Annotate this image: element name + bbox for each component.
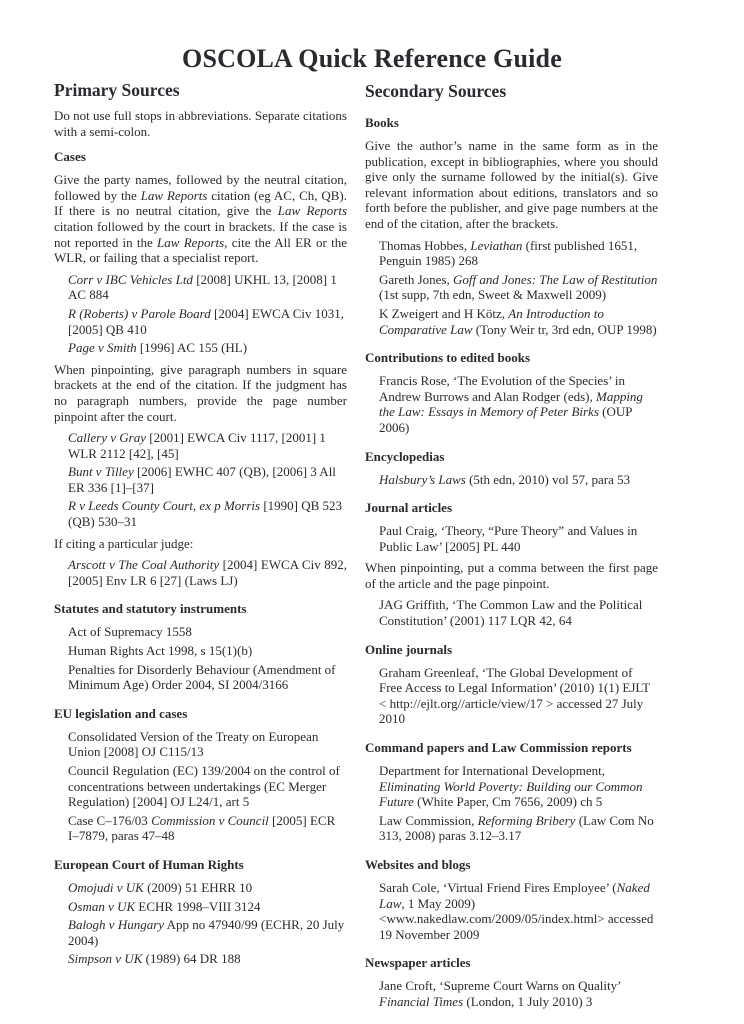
text-run: [2004] EWCA Civ 1031, [2005] QB 410	[68, 305, 344, 337]
citation-examples	[379, 665, 658, 727]
citation-examples	[379, 373, 658, 435]
primary-intro: Do not use full stops in abbreviations. Separate citations with a semi-colon.	[54, 108, 347, 139]
guidance-paragraph	[365, 560, 658, 591]
text-run: (Tony Weir tr, 3rd edn, OUP 1998)	[472, 321, 657, 337]
text-run: (1989) 64 DR 188	[142, 951, 241, 967]
section-heading: Command papers and Law Commission reports	[365, 740, 632, 756]
primary-sources-column	[54, 80, 347, 973]
citation-example	[68, 917, 347, 948]
citation-example	[379, 272, 658, 303]
section-heading: Newspaper articles	[365, 955, 471, 971]
text-run: Department for International Development,	[379, 763, 605, 779]
text-run: App no 47940/99 (ECHR, 20 July 2004)	[68, 917, 345, 948]
citation-example	[379, 665, 658, 727]
secondary-sections	[365, 115, 658, 1010]
citation-example	[68, 430, 347, 461]
text-run: Act of Supremacy 1558	[68, 624, 192, 640]
guidance-paragraph	[54, 362, 347, 424]
section-heading: Journal articles	[365, 500, 453, 516]
italic-title: Law Reports	[140, 187, 208, 203]
citation-examples	[68, 430, 347, 530]
text-run: Council Regulation (EC) 139/2004 on the control of concentrations between undertakings (EC Merger Regulation) [2004] OJ L24/1, art 5	[68, 763, 340, 810]
text-run: , 1 May 2009) <www.nakedlaw.com/2009/05/index.html> accessed 19 November 2009	[379, 895, 654, 942]
italic-title: Reforming Bribery	[477, 812, 576, 828]
text-run: [2004] EWCA Civ 892, [2005] Env LR 6 [27] (Laws LJ)	[68, 557, 347, 588]
page-title: OSCOLA Quick Reference Guide	[182, 44, 562, 73]
text-run: Francis Rose, ‘The Evolution of the Species’ in Andrew Burrows and Alan Rodger (eds),	[379, 373, 625, 404]
citation-examples	[379, 238, 658, 338]
text-run: JAG Griffith, ‘The Common Law and the Political Constitution’ (2001) 117 LQR 42, 64	[379, 597, 643, 629]
text-run: [1996] AC 155 (HL)	[136, 340, 248, 356]
text-run: Gareth Jones,	[379, 271, 454, 287]
section-heading: EU legislation and cases	[54, 705, 188, 721]
citation-example	[68, 880, 347, 896]
text-run: citation (eg AC, Ch, QB). If there is no neutral citation, give the	[54, 187, 347, 219]
citation-example	[379, 472, 658, 488]
secondary-sources-column	[365, 81, 658, 1016]
italic-title: An Introduction to Comparative Law	[379, 305, 604, 337]
italic-title: Bunt v Tilley	[68, 464, 134, 480]
text-run: [2005] ECR I–7879, paras 47–48	[68, 812, 336, 844]
citation-examples	[379, 472, 658, 488]
citation-example	[68, 498, 347, 529]
italic-title: R (Roberts) v Parole Board	[68, 305, 211, 321]
citation-example	[379, 813, 658, 844]
italic-title: Callery v Gray	[68, 430, 146, 446]
citation-example	[379, 880, 658, 942]
citation-example	[379, 978, 658, 1009]
text-run: Sarah Cole, ‘Virtual Friend Fires Employee’ (	[379, 880, 617, 895]
citation-example	[379, 763, 658, 810]
italic-title: Eliminating World Poverty: Building our Common Future	[379, 778, 643, 810]
text-run: (5th edn, 2010) vol 57, para 53	[465, 471, 631, 487]
section-statutes-and-statutory-instruments	[54, 601, 347, 692]
section-european-court-of-human-rights	[54, 857, 347, 967]
italic-title: Financial Times	[379, 993, 464, 1009]
citation-example	[379, 373, 658, 435]
citation-example	[68, 272, 347, 303]
italic-title: Osman v UK	[68, 898, 136, 914]
text-run: [2006] EWHC 407 (QB), [2006] 3 All ER 336 [1]–[37]	[68, 464, 336, 495]
italic-title: Page v Smith	[68, 340, 137, 356]
italic-title: Corr v IBC Vehicles Ltd	[68, 271, 193, 287]
citation-example	[68, 306, 347, 337]
section-heading: Encyclopedias	[365, 448, 445, 464]
text-run: citation followed by the court in brackets. If the case is not reported in the	[54, 218, 347, 250]
citation-example	[68, 813, 347, 844]
section-heading: Cases	[54, 149, 86, 165]
text-run: Give the author’s name in the same form as in the publication, except in bibliographies, where you should give only the surname followed by the initial(s). Give relevant information about editions, translators and so forth before the publisher, and give page numbers at the end of the citation, after the brackets.	[365, 138, 658, 231]
section-cases	[54, 149, 347, 588]
text-run: (2009) 51 EHRR 10	[143, 879, 253, 895]
citation-examples	[68, 557, 347, 588]
citation-example	[68, 557, 347, 588]
text-run: Case C–176/03	[68, 812, 152, 828]
section-heading: Books	[365, 115, 399, 130]
italic-title: Simpson v UK	[68, 951, 143, 967]
section-newspaper-articles	[365, 955, 658, 1009]
citation-examples	[379, 880, 658, 942]
text-run: K Zweigert and H Kötz,	[379, 305, 509, 321]
section-heading: Websites and blogs	[365, 857, 471, 872]
section-command-papers-and-law-commission-reports	[365, 740, 658, 844]
section-websites-and-blogs	[365, 857, 658, 942]
citation-examples	[68, 624, 347, 692]
citation-example	[68, 729, 347, 760]
text-run: ECHR 1998–VIII 3124	[135, 898, 261, 914]
text-run: Thomas Hobbes,	[379, 237, 471, 253]
italic-title: Naked Law	[379, 880, 650, 911]
section-eu-legislation-and-cases	[54, 706, 347, 844]
section-heading: Statutes and statutory instruments	[54, 601, 247, 617]
text-run: [2008] UKHL 13, [2008] 1 AC 884	[68, 271, 337, 303]
guidance-paragraph	[365, 138, 658, 232]
text-run: [1990] QB 523 (QB) 530–31	[68, 498, 343, 530]
italic-title: Omojudi v UK	[68, 879, 144, 895]
italic-title: Mapping the Law: Essays in Memory of Peter Birks	[379, 388, 643, 420]
text-run: Jane Croft, ‘Supreme Court Warns on Quality’	[379, 978, 621, 994]
italic-title: Commission v Council	[151, 812, 269, 828]
guidance-paragraph	[54, 172, 347, 266]
citation-example	[379, 306, 658, 337]
text-run: Graham Greenleaf, ‘The Global Development of Free Access to Legal Information’ (2010) 1(1) EJLT < http://ejlt.org//article/view/17 > accessed 27 July 2010	[379, 664, 650, 727]
italic-title: Balogh v Hungary	[68, 917, 165, 933]
citation-examples	[68, 880, 347, 967]
text-run: Paul Craig, ‘Theory, “Pure Theory” and Values in Public Law’ [2005] PL 440	[379, 523, 638, 554]
citation-examples	[379, 523, 658, 554]
italic-title: Law Reports	[157, 234, 225, 250]
citation-examples	[68, 272, 347, 356]
section-journal-articles	[365, 500, 658, 629]
text-run: Give the party names, followed by the neutral citation, followed by the	[54, 172, 347, 203]
citation-example	[68, 951, 347, 967]
italic-title: Goff and Jones: The Law of Restitution	[453, 271, 658, 287]
citation-examples	[379, 763, 658, 844]
section-encyclopedias	[365, 449, 658, 488]
section-contributions-to-edited-books	[365, 350, 658, 435]
secondary-sources-heading: Secondary Sources	[365, 81, 507, 101]
citation-example	[379, 238, 658, 269]
italic-title: Leviathan	[470, 237, 523, 253]
primary-sources-heading: Primary Sources	[54, 80, 180, 100]
text-run: (London, 1 July 2010) 3	[463, 993, 593, 1009]
text-run: If citing a particular judge:	[54, 535, 194, 551]
italic-title: Halsbury’s Laws	[379, 471, 466, 487]
text-run: When pinpointing, give paragraph numbers in square brackets at the end of the citation. If the judgment has no paragraph numbers, provide the page number pinpoint after the court.	[54, 361, 347, 424]
section-heading: Online journals	[365, 641, 453, 657]
italic-title: R v Leeds County Court, ex p Morris	[68, 498, 261, 514]
citation-examples	[68, 729, 347, 844]
citation-example	[68, 763, 347, 810]
text-run: (Law Com No 313, 2008) paras 3.12–3.17	[379, 812, 654, 844]
text-run: Consolidated Version of the Treaty on European Union [2008] OJ C115/13	[68, 728, 319, 760]
section-online-journals	[365, 642, 658, 727]
citation-example	[68, 643, 347, 659]
citation-example	[379, 523, 658, 554]
italic-title: Arscott v The Coal Authority	[68, 557, 220, 573]
citation-example	[379, 597, 658, 628]
text-run: , cite the All ER or the WLR, or failing that a specialist report.	[54, 234, 347, 266]
citation-example	[68, 899, 347, 915]
italic-title: Law Reports	[277, 203, 347, 219]
text-run: (1st supp, 7th edn, Sweet & Maxwell 2009)	[379, 287, 607, 303]
citation-example	[68, 464, 347, 495]
text-run: (White Paper, Cm 7656, 2009) ch 5	[413, 794, 603, 810]
text-run: Law Commission,	[379, 812, 478, 828]
text-run: Penalties for Disorderly Behaviour (Amendment of Minimum Age) Order 2004, SI 2004/3166	[68, 661, 336, 693]
primary-sections	[54, 149, 347, 967]
citation-examples	[379, 597, 658, 628]
citation-example	[68, 624, 347, 640]
citation-example	[68, 662, 347, 693]
text-run: When pinpointing, put a comma between the first page of the article and the page pinpoint.	[365, 560, 658, 591]
citation-examples	[379, 978, 658, 1009]
text-run: Human Rights Act 1998, s 15(1)(b)	[68, 643, 253, 659]
text-run: (OUP 2006)	[379, 404, 632, 435]
text-run: [2001] EWCA Civ 1117, [2001] 1 WLR 2112 [42], [45]	[68, 430, 326, 461]
section-heading: European Court of Human Rights	[54, 856, 244, 872]
citation-example	[68, 340, 347, 356]
section-books	[365, 115, 658, 337]
guidance-paragraph	[54, 536, 347, 552]
text-run: (first published 1651, Penguin 1985) 268	[379, 237, 638, 269]
section-heading: Contributions to edited books	[365, 350, 531, 366]
